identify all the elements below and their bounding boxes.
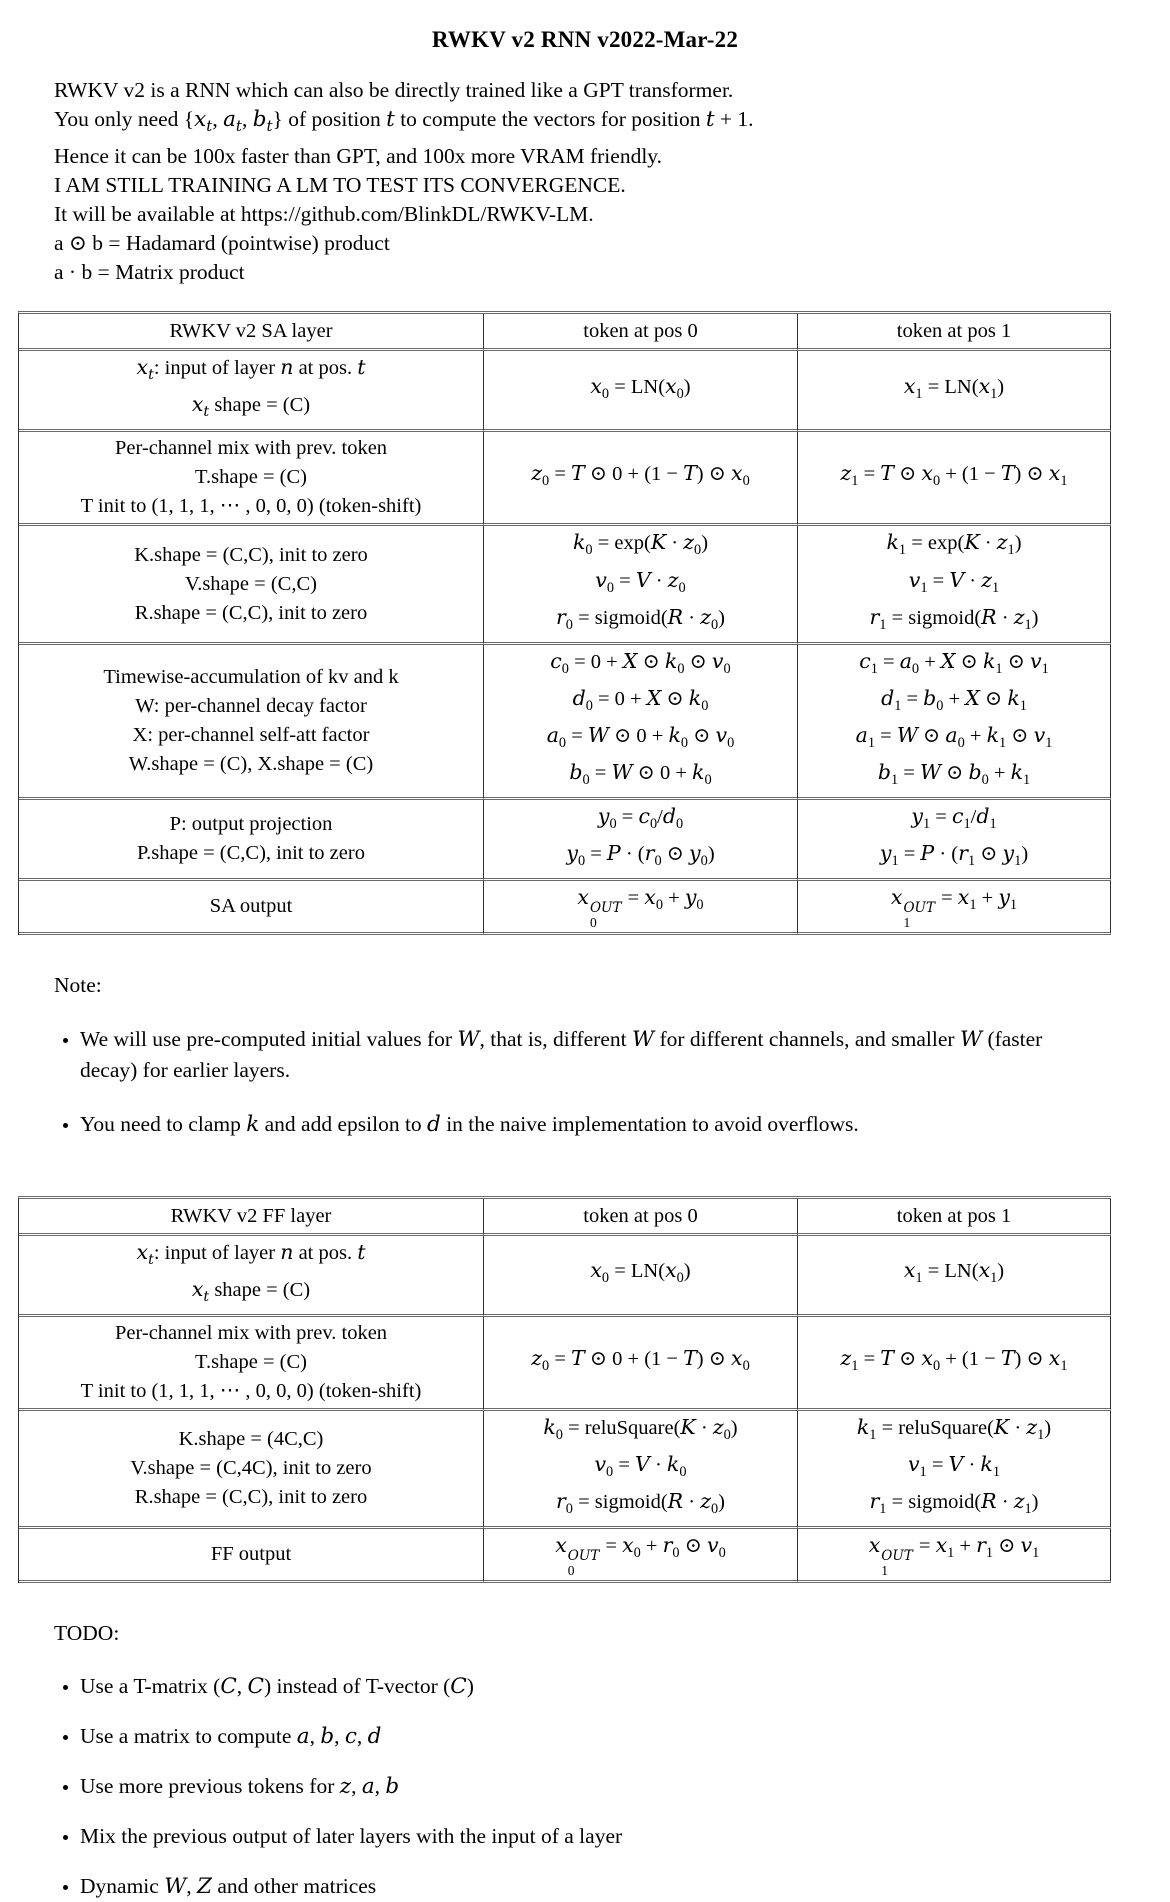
formula-line: x OUT 1 = $x_1 + y_1$ <box>890 885 1018 931</box>
column-header: RWKV v2 FF layer <box>19 1199 484 1236</box>
formula-line: $x_0 = LN(x_0)$ <box>590 1258 691 1287</box>
formula-line: W.shape = (C), X.shape = (C) <box>128 752 374 775</box>
formula-line: $y_0 = c_0/d_0$ <box>597 804 684 833</box>
formula-cell <box>798 1317 1111 1411</box>
formula-line: T init to (1, 1, 1, ⋯ , 0, 0, 0) (token-shift) <box>80 495 422 518</box>
intro-line: I AM STILL TRAINING A LM TO TEST ITS CONVERGENCE. <box>54 173 626 198</box>
note-heading: Note: <box>54 972 102 997</box>
formula-line: $x_1 = LN(x_1)$ <box>903 373 1005 402</box>
formula-line: Per-channel mix with prev. token <box>114 437 388 460</box>
formula-line: $v_1 = V \cdot k_1$ <box>907 1452 1001 1481</box>
formula-line: $k_1 = \exp(K \cdot z_1)$ <box>886 530 1022 559</box>
intro-paragraph <box>54 76 1170 287</box>
table-row <box>19 1529 1111 1583</box>
formula-cell <box>484 645 798 800</box>
formula-cell <box>484 1529 798 1583</box>
table-row <box>19 526 1111 644</box>
formula-line: P: output projection <box>169 813 333 836</box>
formula-line: $a_1 = W$ ⊙ $a_0 + k_1$ ⊙ $v_1$ <box>855 722 1053 752</box>
sa-layer-table <box>18 311 1111 935</box>
formula-line: P.shape = (C,C), init to zero <box>137 842 365 865</box>
formula-cell <box>798 1529 1111 1583</box>
intro-line: It will be available at https://github.com/BlinkDL/RWKV-LM. <box>54 202 594 227</box>
formula-line: SA output <box>209 895 293 918</box>
row-label-cell <box>19 1529 484 1583</box>
formula-line: Timewise-accumulation of kv and k <box>103 665 399 688</box>
todo-heading: TODO: <box>54 1620 120 1645</box>
formula-line: Per-channel mix with prev. token <box>114 1322 388 1345</box>
todo-bullet-item: • Use more previous tokens for z, a, b <box>80 1772 1088 1801</box>
formula-line: V.shape = (C,4C), init to zero <box>130 1457 372 1480</box>
table-row <box>19 1411 1111 1529</box>
header-row <box>19 1199 1111 1236</box>
formula-line: $v_1 = V \cdot z_1$ <box>908 567 1000 596</box>
formula-cell <box>484 800 798 881</box>
formula-cell <box>484 881 798 935</box>
intro-line: Hence it can be 100x faster than GPT, and 100x more VRAM friendly. <box>54 144 663 169</box>
table-row <box>19 1317 1111 1411</box>
todo-bullet-item: • Dynamic W, Z and other matrices <box>80 1872 1088 1901</box>
formula-cell <box>484 351 798 432</box>
formula-line: $x_t$: input of layer n at pos. t <box>136 1239 366 1268</box>
formula-line: R.shape = (C,C), init to zero <box>134 601 368 624</box>
formula-cell <box>484 526 798 644</box>
formula-line: T init to (1, 1, 1, ⋯ , 0, 0, 0) (token-shift) <box>80 1380 422 1403</box>
formula-line: $k_0 = \exp(K \cdot z_0)$ <box>572 530 709 559</box>
note-bullet-item: • We will use pre-computed initial values for W, that is, different W for different channels, and smaller W (faster decay) for earlier layers. <box>80 1024 1088 1086</box>
formula-line: $v_0 = V \cdot z_0$ <box>595 567 686 596</box>
row-label-cell <box>19 645 484 800</box>
formula-line: $c_0 = 0 + X$ ⊙ $k_0$ ⊙ $v_0$ <box>550 648 731 677</box>
formula-line: $d_0 = 0 + X$ ⊙ $k_0$ <box>572 685 709 714</box>
table-row <box>19 800 1111 881</box>
table-row <box>19 351 1111 432</box>
intro-line: RWKV v2 is a RNN which can also be directly trained like a GPT transformer. <box>54 78 734 102</box>
formula-line: $k_0$ = reluSquare(K · $z_0$) <box>543 1415 738 1444</box>
row-label-cell <box>19 1411 484 1529</box>
formula-cell <box>484 432 798 526</box>
table-row <box>19 645 1111 800</box>
formula-line: x OUT 1 = $x_1 + r_1$ ⊙ $v_1$ <box>868 1533 1040 1579</box>
formula-cell <box>798 645 1111 800</box>
column-header: token at pos 1 <box>798 1199 1111 1236</box>
formula-cell <box>798 1236 1111 1317</box>
formula-line: $c_1 = a_0 + X$ ⊙ $k_1$ ⊙ $v_1$ <box>859 648 1049 677</box>
formula-cell <box>798 432 1111 526</box>
formula-line: $b_1 = W$ ⊙ $b_0 + k_1$ <box>877 760 1031 789</box>
note-list <box>62 1024 1088 1140</box>
formula-line: $r_1$ = sigmoid(R · $z_1$) <box>869 604 1039 633</box>
column-header: RWKV v2 SA layer <box>19 314 484 351</box>
column-header: token at pos 0 <box>484 314 798 351</box>
todo-bullet-item: • Use a T-matrix (C, C) instead of T-vector (C) <box>80 1672 1088 1701</box>
formula-cell <box>798 800 1111 881</box>
formula-line: FF output <box>210 1543 292 1566</box>
formula-line: $z_1 = T$ ⊙ $x_0 + (1 - T)$ ⊙ $x_1$ <box>840 461 1068 490</box>
row-label-cell <box>19 800 484 881</box>
formula-line: $d_1 = b_0 + X$ ⊙ $k_1$ <box>881 685 1027 714</box>
formula-line: $y_1 = c_1/d_1$ <box>911 804 997 833</box>
formula-line: $r_0$ = sigmoid(R · $z_0$) <box>555 604 725 633</box>
formula-line: $y_1 = P \cdot (r_1$ ⊙ $y_1$) <box>879 841 1029 870</box>
formula-cell <box>798 526 1111 644</box>
formula-cell <box>798 881 1111 935</box>
formula-line: $x_t$: input of layer n at pos. t <box>136 355 366 384</box>
row-label-cell <box>19 526 484 644</box>
formula-line: $y_0 = P \cdot (r_0$ ⊙ $y_0$) <box>566 841 715 870</box>
todo-bullet-item: • Use a matrix to compute a, b, c, d <box>80 1722 1088 1751</box>
intro-line: a ⊙ b = Hadamard (pointwise) product <box>54 231 390 256</box>
row-label-cell <box>19 432 484 526</box>
formula-line: $x_0 = LN(x_0)$ <box>590 373 691 402</box>
formula-line: $x_1 = LN(x_1)$ <box>903 1258 1005 1287</box>
formula-line: $z_0 = T$ ⊙ 0 + (1 − T) ⊙ $x_0$ <box>531 1345 750 1375</box>
note-bullet-item: • You need to clamp k and add epsilon to d in the naive implementation to avoid overflows. <box>80 1109 1088 1140</box>
formula-cell <box>798 351 1111 432</box>
todo-list <box>62 1672 1088 1901</box>
table-row <box>19 1236 1111 1317</box>
column-header: token at pos 1 <box>798 314 1111 351</box>
document-page <box>0 27 1170 1899</box>
header-row <box>19 314 1111 351</box>
formula-line: W: per-channel decay factor <box>135 694 367 717</box>
row-label-cell <box>19 1317 484 1411</box>
formula-line: $k_1$ = reluSquare(K · $z_1$) <box>856 1415 1052 1444</box>
formula-line: $r_1$ = sigmoid(R · $z_1$) <box>869 1489 1039 1518</box>
formula-line: T.shape = (C) <box>195 466 307 489</box>
formula-line: $b_0 = W$ ⊙ $0 + k_0$ <box>569 760 712 789</box>
formula-line: $x_t$ shape = (C) <box>191 392 311 421</box>
table-row <box>19 881 1111 935</box>
row-label-cell <box>19 351 484 432</box>
formula-line: R.shape = (C,C), init to zero <box>134 1486 368 1509</box>
column-header: token at pos 0 <box>484 1199 798 1236</box>
todo-bullet-item: • Mix the previous output of later layers with the input of a layer <box>80 1822 1088 1851</box>
formula-cell <box>484 1317 798 1411</box>
formula-line: X: per-channel self-att factor <box>132 723 370 746</box>
formula-cell <box>484 1236 798 1317</box>
formula-cell <box>798 1411 1111 1529</box>
formula-line: $z_1 = T$ ⊙ $x_0 + (1 - T)$ ⊙ $x_1$ <box>840 1345 1068 1375</box>
intro-line: a · b = Matrix product <box>54 260 245 285</box>
formula-line: x OUT 0 = $x_0 + y_0$ <box>577 885 704 931</box>
formula-line: $a_0 = W$ ⊙ $0 + k_0$ ⊙ $v_0$ <box>546 722 735 752</box>
formula-line: K.shape = (C,C), init to zero <box>134 543 368 566</box>
document-title: RWKV v2 RNN v2022-Mar-22 <box>431 27 739 52</box>
formula-cell <box>484 1411 798 1529</box>
formula-line: $z_0 = T$ ⊙ 0 + (1 − T) ⊙ $x_0$ <box>531 461 750 490</box>
formula-line: V.shape = (C,C) <box>185 572 317 595</box>
ff-layer-table <box>18 1196 1111 1583</box>
intro-line: You only need {$x_t$, $a_t$, $b_t$} of position t to compute the vectors for position t + 1. <box>54 107 754 136</box>
table-row <box>19 432 1111 526</box>
formula-line: x OUT 0 = $x_0 + r_0$ ⊙ $v_0$ <box>555 1533 726 1579</box>
formula-line: K.shape = (4C,C) <box>178 1428 324 1451</box>
row-label-cell <box>19 881 484 935</box>
formula-line: T.shape = (C) <box>195 1351 307 1374</box>
formula-line: $x_t$ shape = (C) <box>191 1276 311 1306</box>
formula-line: $r_0$ = sigmoid(R · $z_0$) <box>555 1489 725 1518</box>
row-label-cell <box>19 1236 484 1317</box>
formula-line: $v_0 = V \cdot k_0$ <box>594 1452 687 1481</box>
